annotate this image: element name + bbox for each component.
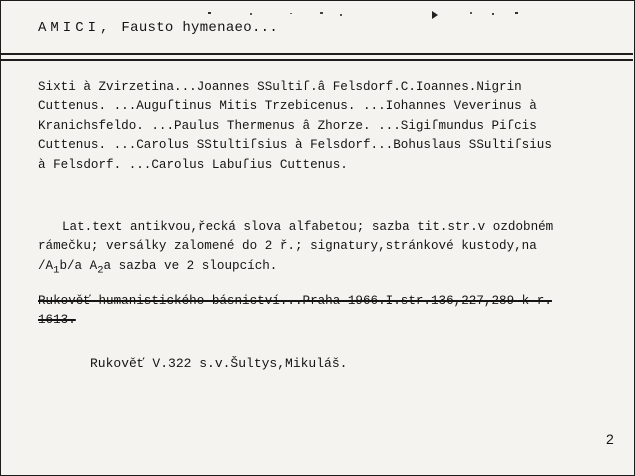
incipit-line: Kranichsfeldo. ...Paulus Thermenus â Zhorze. ...Sigiſmundus Piſcis <box>38 118 537 133</box>
notes-line-3 <box>38 257 553 281</box>
description-notes <box>38 218 554 281</box>
page-number: 2 <box>606 431 614 447</box>
heading-subtitle: Fausto hymenaeo... <box>121 20 279 36</box>
card-title <box>38 20 278 36</box>
heading-separator: , <box>100 20 109 36</box>
notes-line-1: Lat.text antikvou,řecká slova alfabetou; sazba tit.str.v ozdobném <box>62 220 554 234</box>
notes-subscript-2: 2 <box>97 264 104 277</box>
struck-line: 1613. <box>38 313 76 328</box>
notes-line-2: rámečku; versálky zalomené do 2 ř.; signatury,stránkové kustody,na <box>38 239 537 254</box>
incipit-line: à Felsdorf. ...Carolus Labuſius Cuttenus. <box>38 157 348 172</box>
incipit-line: Cuttenus. ...Auguſtinus Mitis Trzebicenus. ...Iohannes Veverinus à <box>38 99 537 114</box>
notes-line-3-mid: b/a A <box>59 258 98 273</box>
struck-reference <box>38 292 552 331</box>
notes-line-3-suffix: a sazba ve 2 sloupcích. <box>103 258 278 273</box>
incipit-line: Sixti à Zvirzetina...Joannes SSultiſ.â Felsdorf.C.Ioannes.Nigrin <box>38 80 522 94</box>
incipit-text <box>38 78 552 175</box>
reference-line: Rukověť V.322 s.v.Šultys,Mikuláš. <box>90 356 348 371</box>
divider-top-second <box>0 59 633 61</box>
struck-line: Rukověť humanistického básnictví...Praha 1966.I.str.136,227,289 k r. <box>38 294 552 308</box>
heading-amici: AMICI <box>38 20 101 36</box>
notes-line-3-prefix: /A <box>38 258 54 273</box>
notes-subscript-1: 1 <box>53 264 60 277</box>
incipit-line: Cuttenus. ...Carolus SStultiſsius à Felsdorf...Bohuslaus SSultiſsius <box>38 138 552 153</box>
divider-top <box>0 53 633 55</box>
